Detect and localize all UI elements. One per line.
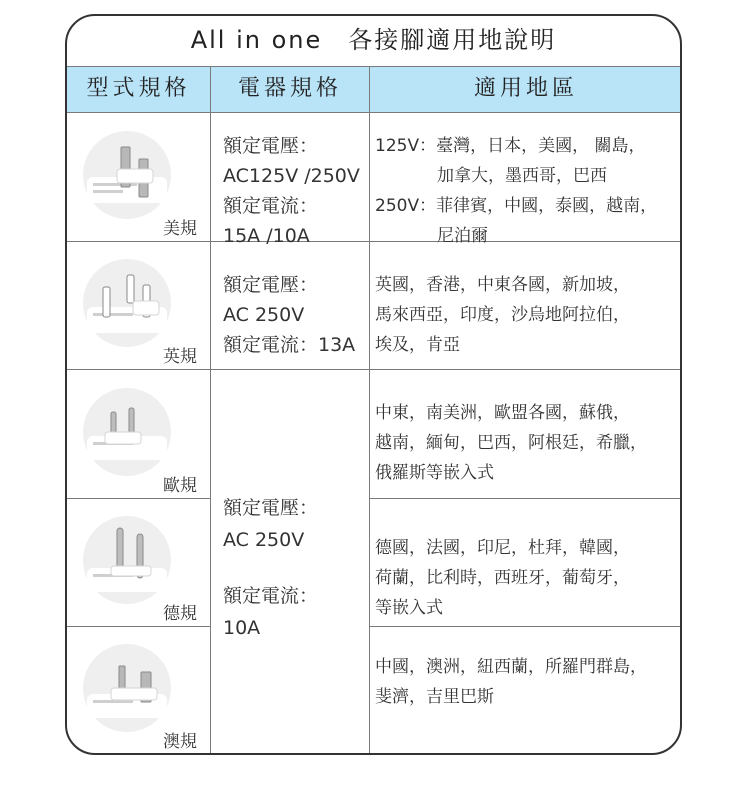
region-eu: [375, 398, 647, 488]
region-line: 250V：菲律賓，中國，泰國，越南，: [375, 196, 658, 216]
region-line: 英國，香港，中東各國，新加坡，: [375, 275, 630, 295]
us-plug-image: [81, 129, 173, 221]
divider: [369, 66, 370, 755]
region-line: 埃及，肯亞: [375, 335, 460, 355]
row-label-eu: 歐規: [163, 476, 197, 496]
region-line: 尼泊爾: [437, 226, 488, 246]
spec-voltage-label: 額定電壓：: [223, 497, 319, 519]
region-line: 荷蘭，比利時，西班牙，葡萄牙，: [375, 568, 630, 588]
eu-plug-image: [81, 386, 173, 478]
divider: [67, 498, 211, 499]
region-line: 俄羅斯等嵌入式: [375, 463, 494, 483]
region-line: 馬來西亞，印度，沙烏地阿拉伯，: [375, 305, 630, 325]
header-spec: 電器規格: [237, 76, 342, 101]
row-label-uk: 英規: [163, 347, 197, 367]
divider: [370, 498, 682, 499]
spec-shared: [223, 492, 318, 644]
region-line: 加拿大，墨西哥，巴西: [437, 166, 607, 186]
spec-voltage-value: AC 250V: [223, 304, 305, 326]
spec-voltage-label: 額定電壓：: [223, 274, 319, 296]
region-line: 中東，南美洲，歐盟各國，蘇俄，: [375, 403, 630, 423]
spec-us: [223, 131, 360, 251]
region-line: 斐濟，吉里巴斯: [375, 687, 494, 707]
region-line: 125V：臺灣，日本，美國， 關島，: [375, 136, 646, 156]
spec-current-label: 額定電流：: [223, 585, 319, 607]
table-header: [67, 66, 680, 112]
region-line: 等嵌入式: [375, 598, 443, 618]
region-line: 越南，緬甸，巴西，阿根廷，希臘，: [375, 433, 647, 453]
header-region: 適用地區: [473, 76, 578, 101]
region-line: 中國，澳洲，紐西蘭，所羅門群島，: [375, 657, 647, 677]
spec-current-label: 額定電流：13A: [223, 334, 356, 356]
divider: [370, 626, 682, 627]
spec-voltage-label: 額定電壓：: [223, 135, 319, 157]
divider: [67, 66, 680, 67]
header-type: 型式規格: [86, 76, 191, 101]
spec-current-value: 10A: [223, 617, 261, 639]
plug-spec-card: [65, 14, 682, 755]
divider: [67, 112, 680, 113]
spec-current-label: 額定電流：: [223, 195, 319, 217]
uk-plug-image: [81, 257, 173, 349]
region-au: [375, 652, 647, 712]
spec-voltage-value: AC125V /250V: [223, 165, 360, 187]
region-de: [375, 533, 630, 623]
region-uk: [375, 270, 630, 360]
de-plug-image: [81, 514, 173, 606]
divider: [67, 626, 211, 627]
row-label-de: 德規: [163, 604, 197, 624]
spec-uk: [223, 270, 355, 360]
au-plug-image: [81, 642, 173, 734]
row-label-us: 美規: [163, 219, 197, 239]
spec-current-value: 15A /10A: [223, 225, 310, 247]
row-label-au: 澳規: [163, 732, 197, 752]
region-us: [375, 131, 657, 251]
page-title: All in one 各接腳適用地說明: [190, 26, 557, 54]
divider: [210, 66, 211, 755]
spacer: [223, 556, 318, 580]
spec-voltage-value: AC 250V: [223, 529, 305, 551]
region-line: 德國，法國，印尼，杜拜，韓國，: [375, 538, 630, 558]
divider: [67, 369, 680, 370]
